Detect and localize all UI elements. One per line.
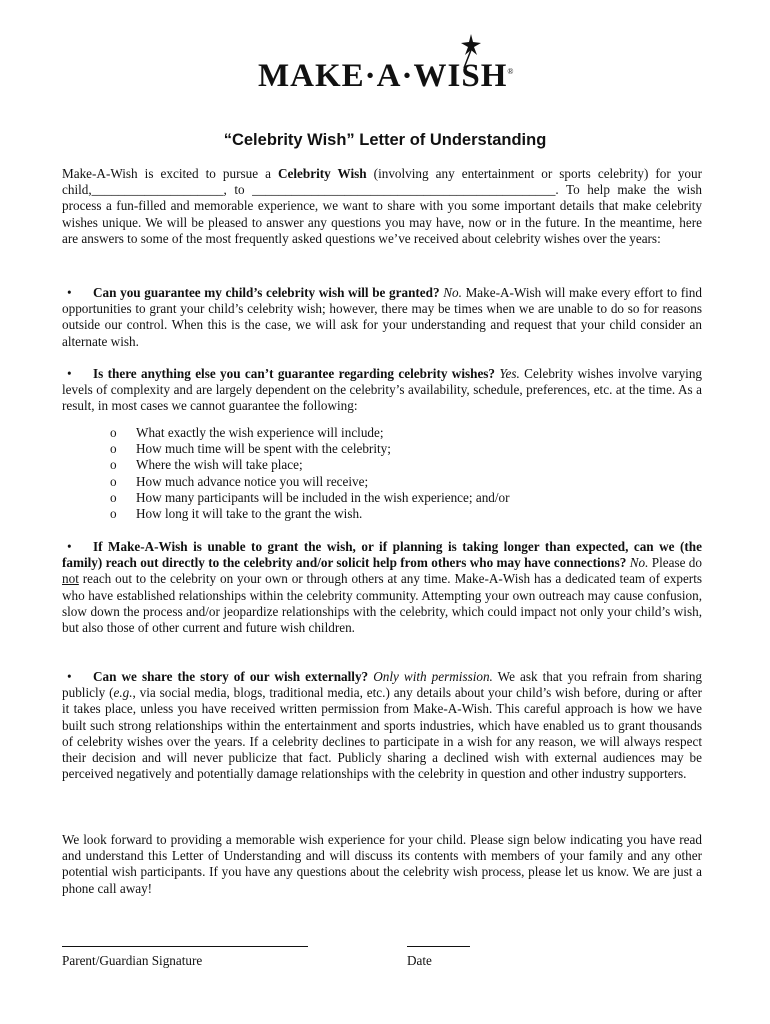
date-label: Date bbox=[407, 953, 432, 968]
logo-wordmark: MAKE·A·WISH® bbox=[258, 58, 515, 94]
list-item: o How long it will take to the grant the wish. bbox=[110, 506, 363, 522]
signature-line[interactable] bbox=[62, 946, 308, 947]
star-icon bbox=[456, 32, 486, 72]
list-item: o What exactly the wish experience will include; bbox=[110, 425, 384, 440]
list-item: o How much advance notice you will receive; bbox=[110, 473, 369, 489]
list-item: o How much time will be spent with the celebrity; bbox=[110, 441, 391, 457]
wish-blank[interactable]: ______________________________________________ bbox=[252, 182, 556, 198]
list-item: o How many participants will be included in the wish experience; and/or bbox=[110, 489, 510, 505]
page-title: “Celebrity Wish” Letter of Understanding bbox=[223, 131, 547, 149]
question-1: • Can you guarantee my child’s celebrity wish will be granted? No. Make-A-Wish will make every effort to find opportunities to grant your child’s celebrity wish; however, there may be times when we are unable to do so for reasons outside our control. When this is the case, we will ask for your understanding and request that your child consider an alternate wish. bbox=[62, 285, 702, 349]
closing-paragraph: We look forward to providing a memorable wish experience for your child. Please sign below indicating you have read and understand this Letter of Understanding and will discuss its contents with members of your family and any other potential wish participants. If you have any questions about the celebrity wish process, please let us know. We are just a phone call away! bbox=[62, 832, 702, 896]
child-name-blank[interactable]: ____________________ bbox=[91, 182, 224, 198]
question-4: • Can we share the story of our wish externally? Only with permission. We ask that you refrain from sharing publicly (e.g., via social media, blogs, traditional media, etc.) any details about your child’s wish before, during or after it takes place, unless you have received written permission from Make-A-Wish. This careful approach is how we have built such strong relationships within the entertainment and sports industries, which have enabled us to grant thousands of celebrity wishes over the years. If a celebrity declines to participate in a wish for any reason, we will always respect their decision and will never publicize that fact. Publicly sharing a declined wish with external audiences may be perceived negatively and potentially damage relationships with the celebrity in question and other industry supporters. bbox=[62, 669, 703, 782]
intro-paragraph: Make-A-Wish is excited to pursue a Celebrity Wish (involving any entertainment or sports celebrity) for your child,____________________, to ______________________________________________. To help make the wish process a fun-filled and memorable experience, we want to share with you some important details that make celebrity wishes unique. We will be pleased to answer any questions you may have, now or in the future. In the meantime, here are answers to some of the most frequently asked questions we’ve received about celebrity wishes over the years: bbox=[62, 166, 702, 246]
signature-label: Parent/Guardian Signature bbox=[62, 953, 203, 968]
date-line[interactable] bbox=[407, 946, 470, 947]
list-item: o Where the wish will take place; bbox=[110, 457, 303, 473]
make-a-wish-logo bbox=[258, 44, 528, 104]
guarantee-list bbox=[110, 425, 510, 522]
question-2: • Is there anything else you can’t guarantee regarding celebrity wishes? Yes. Celebrity wishes involve varying levels of complexity and are largely dependent on the celebrity’s availability, schedule, preferences, etc. at the time. As a result, in most cases we cannot guarantee the following: bbox=[62, 366, 703, 414]
question-3: • If Make-A-Wish is unable to grant the wish, or if planning is taking longer than expected, can we (the family) reach out directly to the celebrity and/or solicit help from others who may have connections? No. Please do not reach out to the celebrity on your own or through others at any time. Make-A-Wish has a dedicated team of experts who have established relationships within the celebrity community. Attempting your own outreach may cause confusion, slow down the process and/or jeopardize relationships with the celebrity, which could impact not only your child’s wish, but also those of other current and future wish children. bbox=[62, 539, 702, 636]
